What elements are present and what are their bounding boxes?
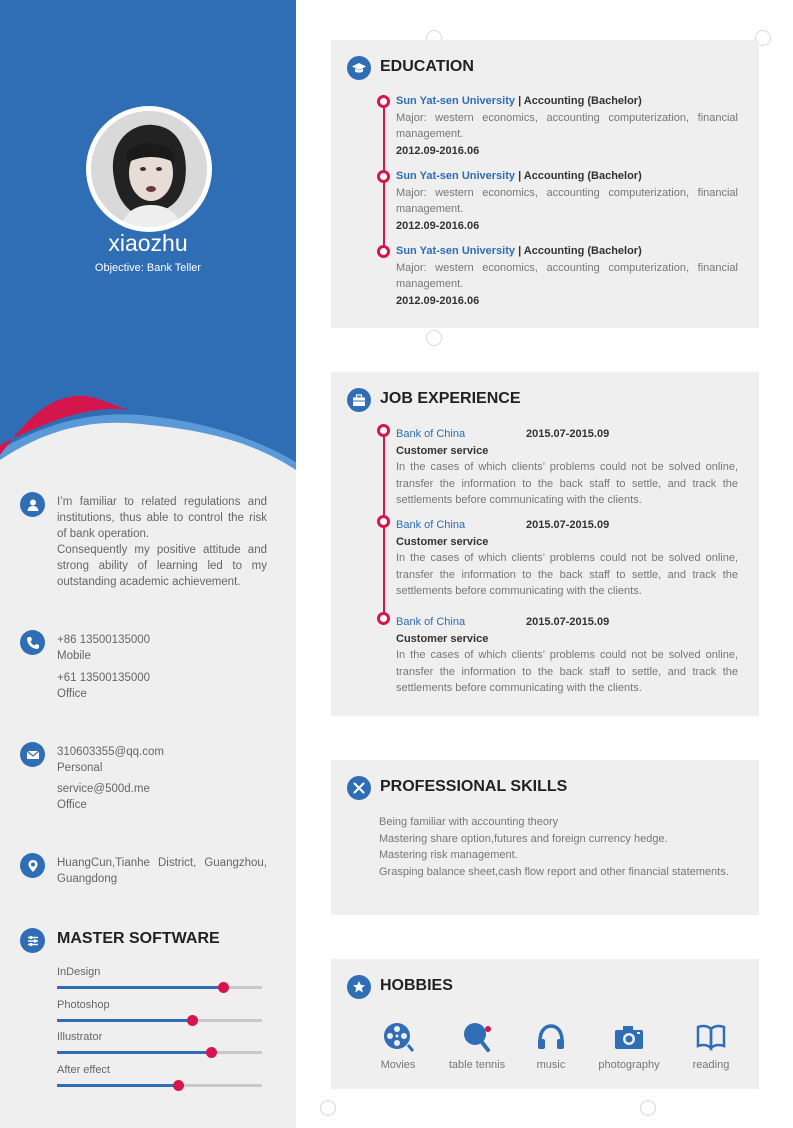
sidebar (0, 0, 296, 1128)
hobbies-title: HOBBIES (380, 977, 453, 994)
period: 2015.07-2015.09 (526, 428, 610, 440)
phone-type: Office (57, 688, 87, 700)
decor-ring (640, 1100, 656, 1116)
software-level-bar (57, 1084, 262, 1087)
education-entry (396, 243, 738, 309)
period: 2012.09-2016.06 (396, 219, 480, 232)
experience-entry (396, 426, 738, 509)
experience-entry (396, 517, 738, 600)
skills-title: PROFESSIONAL SKILLS (380, 778, 568, 795)
mail-icon (20, 742, 45, 767)
degree: | Accounting (Bachelor) (515, 95, 642, 107)
tools-icon (347, 776, 371, 800)
about-paragraph: I’m familiar to related regulations and institutions, thus able to control the risk of bank operation. (57, 496, 267, 540)
profile-name: xiaozhu (108, 230, 188, 256)
school-name: Sun Yat-sen University (396, 95, 516, 107)
hobby-label: Movies (380, 1059, 416, 1071)
role: Customer service (396, 535, 489, 548)
about-section (20, 492, 270, 592)
education-panel (331, 40, 759, 328)
phone-number[interactable]: +86 13500135000 (57, 634, 151, 646)
phone-section (20, 630, 270, 700)
software-name: After effect (57, 1064, 110, 1076)
school-name: Sun Yat-sen University (396, 170, 516, 182)
role: Customer service (396, 444, 489, 457)
experience-entry (396, 614, 738, 697)
degree: | Accounting (Bachelor) (515, 170, 642, 182)
hobby-label: music (536, 1059, 566, 1071)
phone-type: Mobile (57, 650, 91, 662)
location-pin-icon (20, 853, 45, 878)
hobby-reading (671, 1019, 751, 1071)
camera-icon (589, 1019, 669, 1055)
software-level-bar (57, 1019, 262, 1022)
ping-pong-icon (437, 1019, 517, 1055)
role: Customer service (396, 632, 489, 645)
address-text: HuangCun,Tianhe District, Guangzhou, Guangdong (57, 857, 267, 885)
email-address[interactable]: 310603355@qq.com (57, 746, 164, 758)
hobby-photography (589, 1019, 669, 1071)
timeline-dot (377, 424, 390, 437)
description: In the cases of which clients’ problems could not be solved online, transfer the information to the back staff to settle, and track the settlements before communicating with the clients. (396, 649, 738, 694)
film-reel-icon (358, 1019, 438, 1055)
software-name: Illustrator (57, 1031, 103, 1043)
software-item (57, 1031, 262, 1054)
company-name: Bank of China (396, 519, 466, 531)
headphones-icon (511, 1019, 591, 1055)
hobby-label: photography (598, 1059, 660, 1071)
timeline-dot (377, 245, 390, 258)
major: Major: western economics, accounting computerization, financial management. (396, 111, 738, 140)
company-name: Bank of China (396, 428, 466, 440)
major: Major: western economics, accounting computerization, financial management. (396, 186, 738, 215)
book-icon (671, 1019, 751, 1055)
hobbies-panel (331, 959, 759, 1089)
decor-ring (320, 1100, 336, 1116)
phone-number[interactable]: +61 13500135000 (57, 672, 151, 684)
skill-line: Grasping balance sheet,cash flow report and other financial statements. (379, 865, 729, 878)
software-item (57, 1064, 262, 1087)
period: 2015.07-2015.09 (526, 616, 610, 628)
email-type: Personal (57, 762, 103, 774)
skills-list (379, 814, 737, 880)
school-name: Sun Yat-sen University (396, 245, 516, 257)
hobby-movies (358, 1019, 438, 1071)
email-type: Office (57, 799, 87, 811)
software-level-bar (57, 1051, 262, 1054)
major: Major: western economics, accounting computerization, financial management. (396, 261, 738, 290)
skill-line: Mastering risk management. (379, 849, 518, 861)
software-name: Photoshop (57, 999, 110, 1011)
phone-icon (20, 630, 45, 655)
about-paragraph: Consequently my positive attitude and strong ability of learning led to my outstanding academic achievement. (57, 544, 267, 588)
period: 2012.09-2016.06 (396, 294, 480, 307)
education-title: EDUCATION (380, 58, 474, 75)
timeline-dot (377, 612, 390, 625)
hobby-label: table tennis (448, 1059, 506, 1071)
software-name: InDesign (57, 966, 101, 978)
address-section (20, 853, 270, 893)
email-section (20, 742, 270, 812)
briefcase-icon (347, 388, 371, 412)
email-address[interactable]: service@500d.me (57, 783, 150, 795)
education-entry (396, 168, 738, 234)
software-item (57, 966, 262, 989)
experience-title: JOB EXPERIENCE (380, 390, 521, 407)
period: 2015.07-2015.09 (526, 519, 610, 531)
profile-objective: Objective: Bank Teller (94, 262, 202, 274)
skills-panel (331, 760, 759, 915)
skill-line: Being familiar with accounting theory (379, 816, 559, 828)
software-item (57, 999, 262, 1022)
skill-line: Mastering share option,futures and foreign currency hedge. (379, 832, 668, 845)
hobby-table-tennis (437, 1019, 517, 1071)
education-entry (396, 93, 738, 159)
timeline-dot (377, 170, 390, 183)
description: In the cases of which clients’ problems could not be solved online, transfer the information to the back staff to settle, and track the settlements before communicating with the clients. (396, 552, 738, 597)
decor-ring (426, 330, 442, 346)
hobby-music (511, 1019, 591, 1071)
star-icon (347, 975, 371, 999)
person-icon (20, 492, 45, 517)
timeline-dot (377, 515, 390, 528)
sliders-icon (20, 928, 45, 953)
period: 2012.09-2016.06 (396, 144, 480, 157)
software-title: MASTER SOFTWARE (57, 930, 220, 947)
software-level-bar (57, 986, 262, 989)
avatar (86, 106, 212, 232)
degree: | Accounting (Bachelor) (515, 245, 642, 257)
graduation-cap-icon (347, 56, 371, 80)
experience-panel (331, 372, 759, 716)
timeline-dot (377, 95, 390, 108)
hobby-label: reading (692, 1059, 730, 1071)
description: In the cases of which clients’ problems could not be solved online, transfer the information to the back staff to settle, and track the settlements before communicating with the clients. (396, 461, 738, 506)
company-name: Bank of China (396, 616, 466, 628)
